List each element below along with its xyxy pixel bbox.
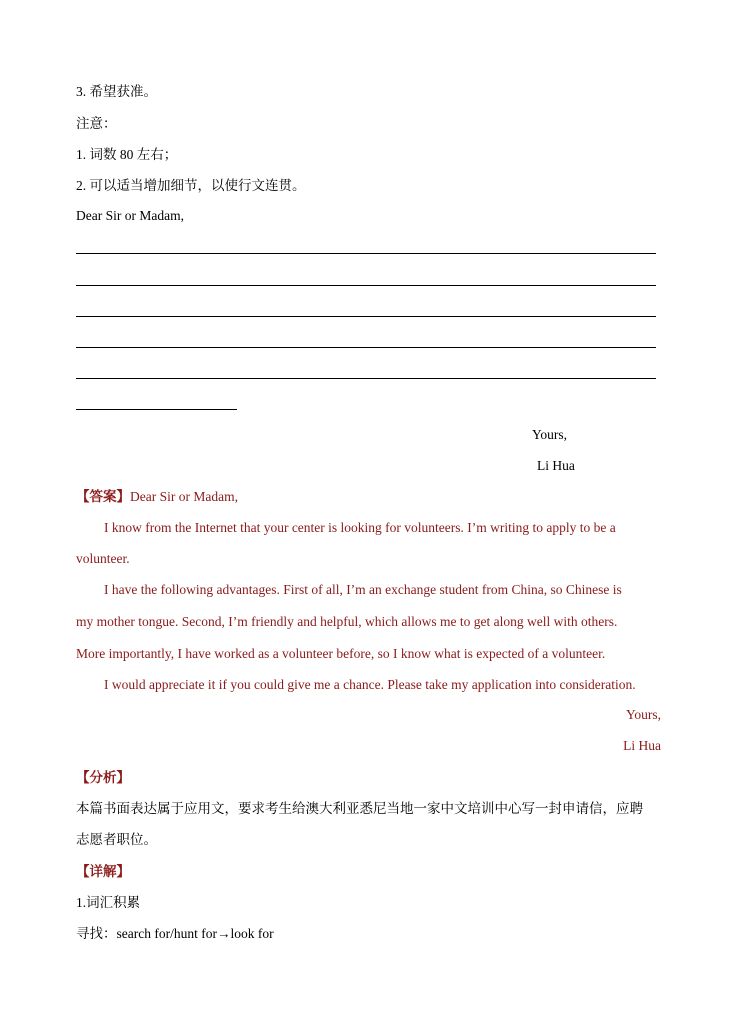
answer-line: More importantly, I have worked as a volunteer before, so I know what is expected of a volunteer. — [76, 646, 606, 661]
writing-line — [76, 347, 656, 348]
answer-signature: Li Hua — [623, 738, 661, 753]
answer-heading — [76, 488, 238, 506]
detail-label: 【详解】 — [76, 864, 130, 879]
prompt-signature: Li Hua — [537, 458, 575, 473]
answer-line: I have the following advantages. First of all, I’m an exchange student from China, so Chinese is — [104, 582, 622, 597]
writing-line — [76, 378, 656, 379]
answer-line: my mother tongue. Second, I’m friendly and helpful, which allows me to get along well with others. — [76, 614, 618, 629]
note-1: 1. 词数 80 左右； — [76, 147, 178, 162]
answer-line: I know from the Internet that your center is looking for volunteers. I’m writing to apply to be a — [104, 520, 616, 535]
notice-heading: 注意： — [76, 116, 117, 131]
note-2: 2. 可以适当增加细节，以使行文连贯。 — [76, 178, 306, 193]
analysis-line: 本篇书面表达属于应用文，要求考生给澳大利亚悉尼当地一家中文培训中心写一封申请信，应聘 — [76, 801, 643, 816]
answer-line: volunteer. — [76, 551, 130, 566]
prompt-closing: Yours, — [532, 427, 568, 442]
prompt-salutation: Dear Sir or Madam, — [76, 208, 184, 223]
answer-closing: Yours, — [625, 707, 661, 722]
writing-line — [76, 316, 656, 317]
analysis-line: 志愿者职位。 — [76, 832, 157, 847]
writing-line — [76, 253, 656, 254]
analysis-label: 【分析】 — [76, 770, 130, 785]
prompt-point-3: 3. 希望获准。 — [76, 84, 157, 99]
answer-label: 【答案】 — [76, 489, 130, 504]
answer-salutation: Dear Sir or Madam, — [130, 489, 238, 504]
vocab-line: 寻找：search for/hunt for→look for — [76, 926, 274, 941]
answer-line: I would appreciate it if you could give me a chance. Please take my application into consideration. — [104, 677, 636, 692]
detail-item-1: 1.词汇积累 — [76, 895, 141, 910]
writing-line — [76, 285, 656, 286]
writing-line-short — [76, 409, 237, 410]
